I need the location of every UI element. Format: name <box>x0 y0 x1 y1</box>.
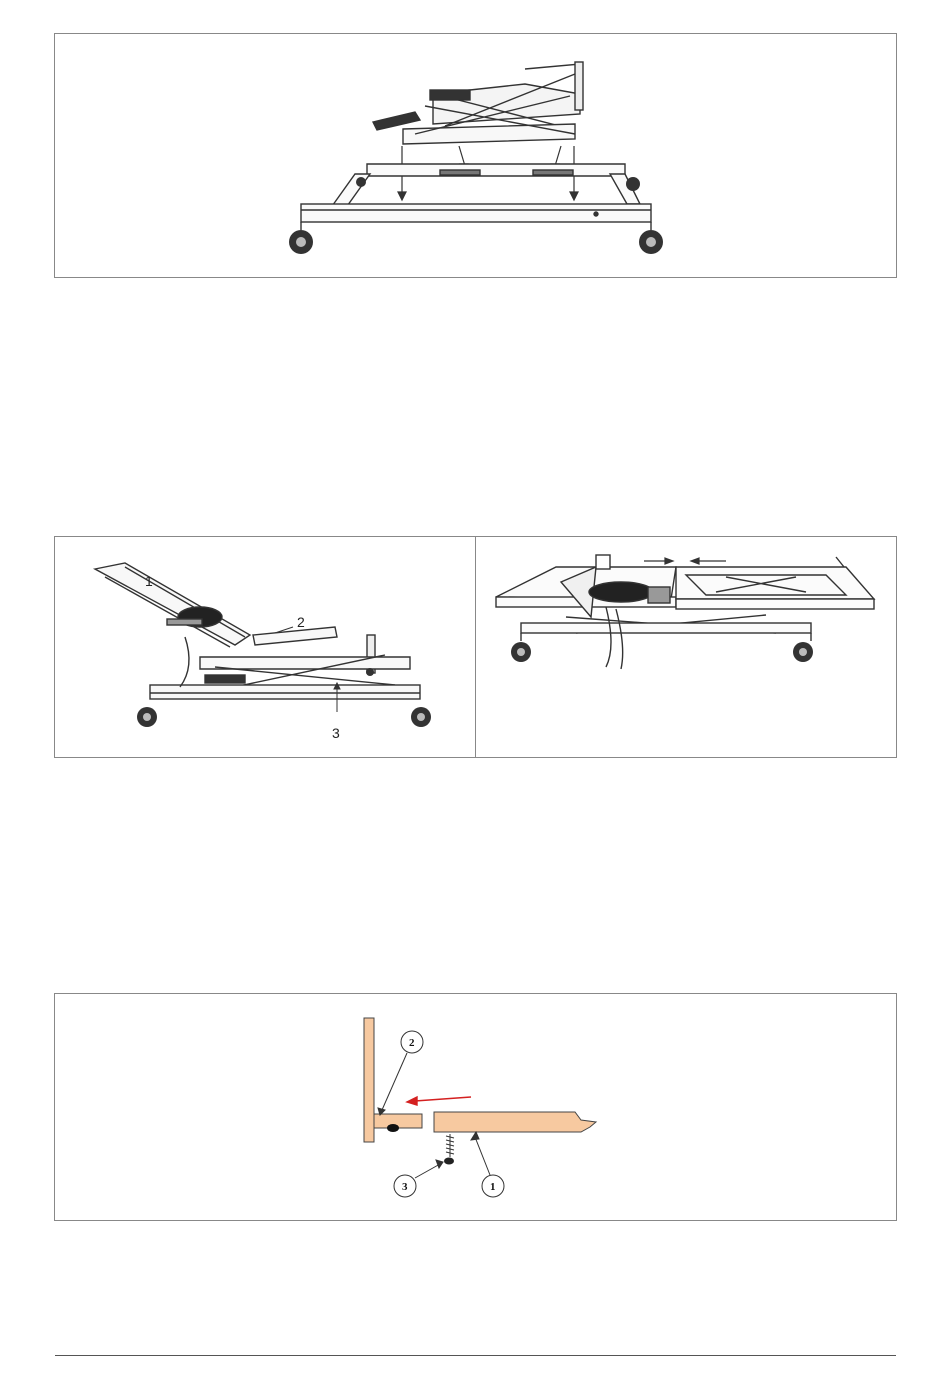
figure-2-drawing <box>55 537 477 759</box>
figure-4-panel <box>54 993 897 1221</box>
figure-2-callout-3: 3 <box>332 725 340 741</box>
figure-2-callout-2: 2 <box>297 614 305 630</box>
screw-head <box>444 1158 454 1165</box>
figure-3-drawing <box>476 537 898 759</box>
figure-4-callout-2: 2 <box>409 1037 415 1049</box>
figure-3-panel <box>475 536 897 758</box>
figure-2-panel <box>54 536 476 758</box>
footer-rule <box>55 1355 896 1356</box>
vertical-board <box>364 1018 374 1142</box>
figure-2-callout-1: 1 <box>145 573 153 589</box>
figure-4-callout-3: 3 <box>402 1181 408 1193</box>
figure-1-drawing <box>55 34 898 279</box>
figure-1-panel <box>54 33 897 278</box>
figure-4-drawing <box>55 994 898 1222</box>
figure-4-callout-1: 1 <box>490 1181 496 1193</box>
long-board <box>434 1112 596 1132</box>
